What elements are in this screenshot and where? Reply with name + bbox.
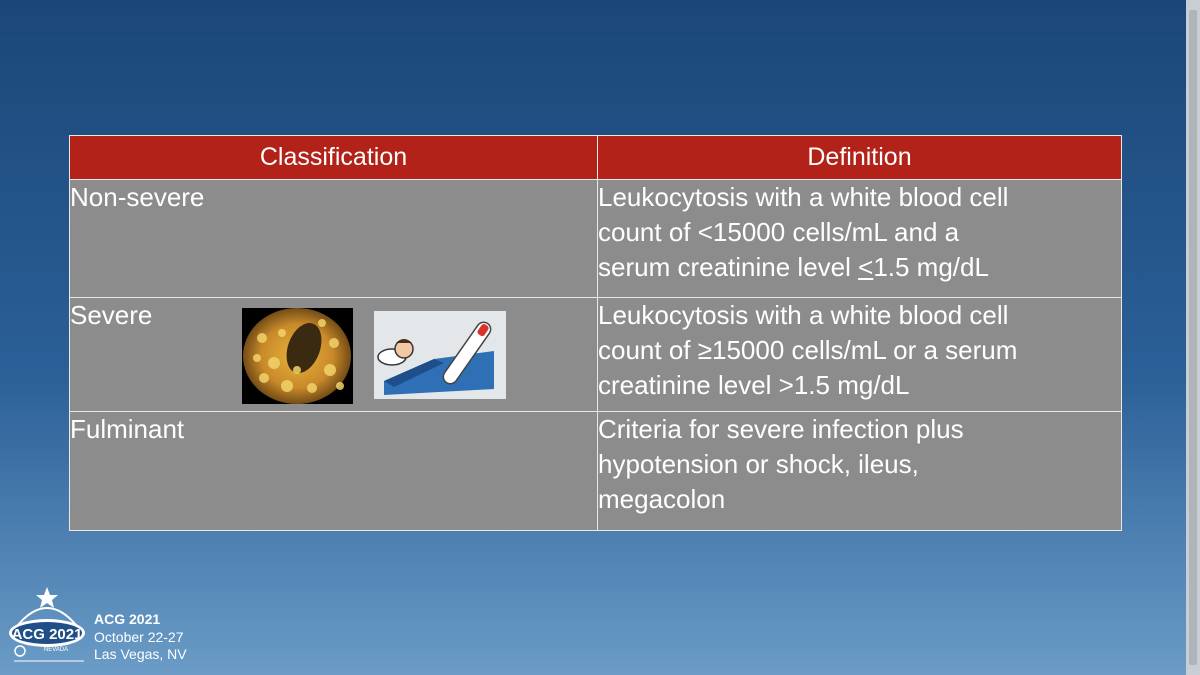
classification-cell (70, 298, 598, 412)
table-row (70, 179, 1122, 298)
definition-line: Criteria for severe infection plus (598, 414, 964, 445)
definition-line: hypotension or shock, ileus, (598, 449, 919, 480)
table-row (70, 412, 1122, 531)
definition-cell (598, 298, 1122, 412)
definition-line: count of ≥15000 cells/mL or a serum (598, 335, 1018, 366)
slide-scroll-edge (1186, 0, 1200, 675)
header-definition: Definition (598, 136, 1122, 180)
definition-line: count of <15000 cells/mL and a (598, 216, 960, 247)
classification-cell (70, 179, 598, 298)
conference-name: ACG 2021 (94, 611, 161, 627)
definition-cell (598, 179, 1122, 298)
definition-text: 1.5 mg/dL (873, 251, 989, 282)
less-than-or-equal-symbol: < (858, 251, 874, 282)
sick-patient-thermometer-image (374, 311, 506, 399)
conference-dates: October 22-27 (94, 628, 184, 645)
classification-cell (70, 412, 598, 531)
slide-scroll-bar (1189, 10, 1197, 665)
acg-2021-logo (4, 585, 90, 669)
logo-subtext: NEVADA (43, 647, 69, 653)
definition-line: creatinine level >1.5 mg/dL (598, 370, 910, 401)
header-classification: Classification (70, 136, 598, 180)
logo-text: ACG 2021 (11, 626, 83, 643)
definition-line (598, 250, 1121, 285)
conference-info (94, 611, 187, 664)
classification-label: Fulminant (70, 414, 185, 445)
classification-table (69, 135, 1122, 531)
definition-line: megacolon (598, 484, 726, 515)
definition-cell (598, 412, 1122, 531)
definition-line: Leukocytosis with a white blood cell (598, 181, 1009, 212)
classification-label: Severe (70, 300, 153, 331)
classification-label: Non-severe (70, 181, 205, 212)
definition-line: Leukocytosis with a white blood cell (598, 300, 1009, 331)
conference-location: Las Vegas, NV (94, 646, 187, 662)
table-header-row (70, 136, 1122, 180)
table-row (70, 298, 1122, 412)
endoscopy-image (242, 308, 353, 404)
definition-text: serum creatinine level (598, 251, 859, 282)
